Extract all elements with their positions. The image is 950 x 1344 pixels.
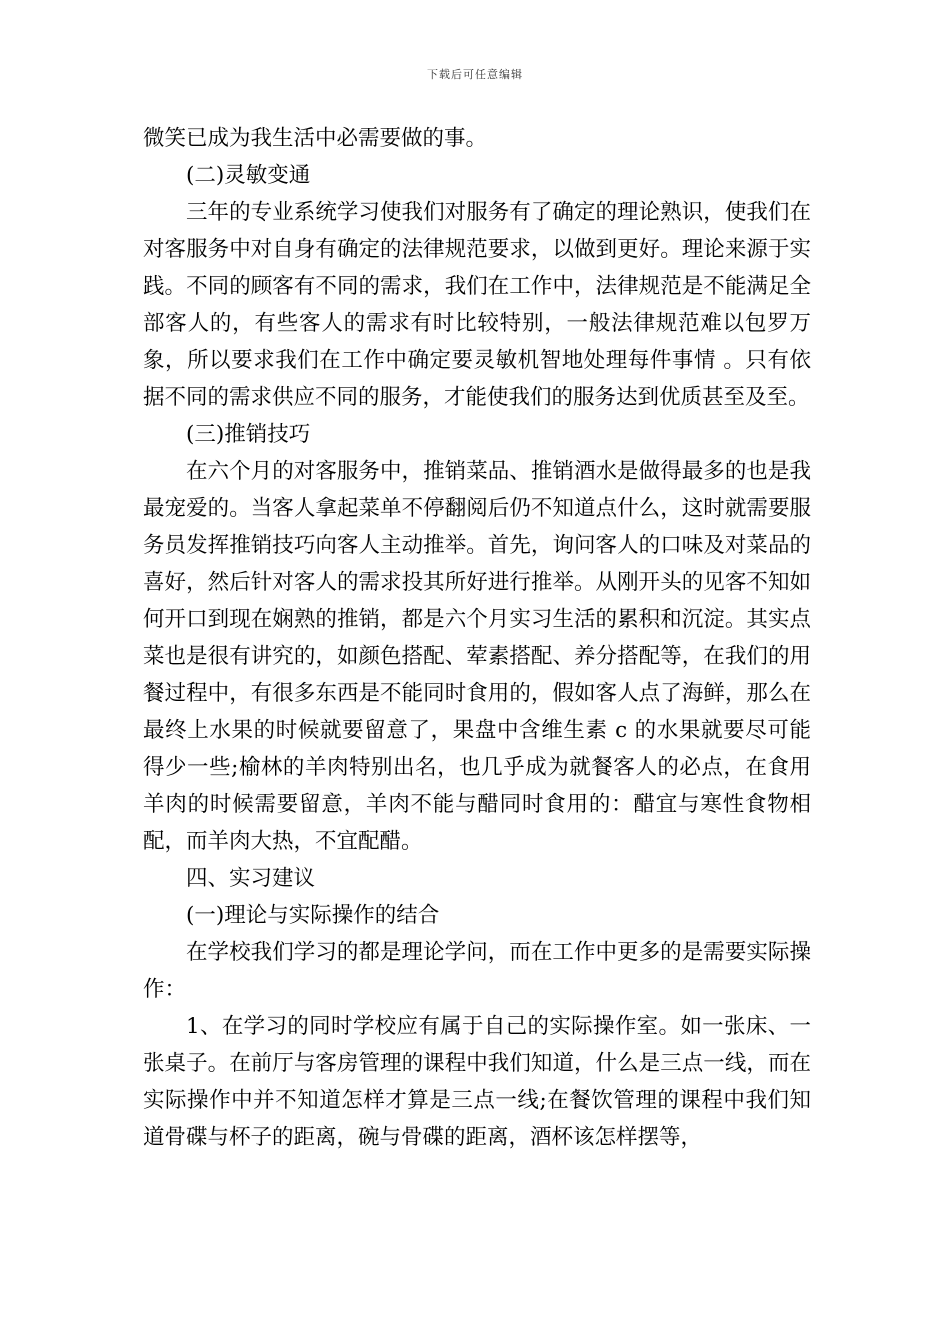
paragraph-closing-sentence: 微笑已成为我生活中必需要做的事。 bbox=[143, 126, 488, 151]
page-header: 下载后可任意编辑 bbox=[427, 68, 523, 81]
paragraph-sales-skills: 在六个月的对客服务中，推销菜品、推销酒水是做得最多的也是我最宠爱的。当客人拿起菜单不停翻阅后仍不知道点什么，这时就需要服务员发挥推销技巧向客人主动推举。首先，询问客人的口味及对菜品的喜好，然后针对客人的需求投其所好进行推举。从刚开头的见客不知如何开口到现在娴熟的推销，都是六个月实习生活的累积和沉淀。其实点菜也是很有讲究的，如颜色搭配、荤素搭配、养分搭配等，在我们的用餐过程中，有很多东西是不能同时食用的，假如客人点了海鲜，那么在最终上水果的时候就要留意了，果盘中含维生素 c 的水果就要尽可能得少一些;榆林的羊肉特别出名，也几乎成为就餐客人的必点，在食用羊肉的时候需要留意，羊肉不能与醋同时食用的：醋宜与寒性食物相配，而羊肉大热，不宜配醋。 bbox=[143, 459, 811, 854]
subsection-heading-theory-practice: (一)理论与实际操作的结合 bbox=[186, 903, 440, 928]
paragraph-theory-practice: 在学校我们学习的都是理论学问，而在工作中更多的是需要实际操作： bbox=[143, 940, 811, 1002]
section-heading-sales-skills: (三)推销技巧 bbox=[186, 422, 311, 447]
section-heading-flexibility: (二)灵敏变通 bbox=[186, 163, 311, 188]
paragraph-flexibility: 三年的专业系统学习使我们对服务有了确定的理论熟识，使我们在对客服务中对自身有确定的法律规范要求，以做到更好。理论来源于实践。不同的顾客有不同的需求，我们在工作中，法律规范是不能满足全部客人的，有些客人的需求有时比较特别，一般法律规范难以包罗万象，所以要求我们在工作中确定要灵敏机智地处理每件事情 。只有依据不同的需求供应不同的服务，才能使我们的服务达到优质甚至及至。 bbox=[143, 200, 811, 410]
body-text bbox=[143, 120, 811, 1156]
section-heading-internship-suggestions: 四、实习建议 bbox=[186, 866, 316, 891]
paragraph-practice-room: 1、在学习的同时学校应有属于自己的实际操作室。如一张床、一张桌子。在前厅与客房管理的课程中我们知道，什么是三点一线，而在实际操作中并不知道怎样才算是三点一线;在餐饮管理的课程中我们知道骨碟与杯子的距离，碗与骨碟的距离，酒杯该怎样摆等， bbox=[143, 1014, 811, 1150]
